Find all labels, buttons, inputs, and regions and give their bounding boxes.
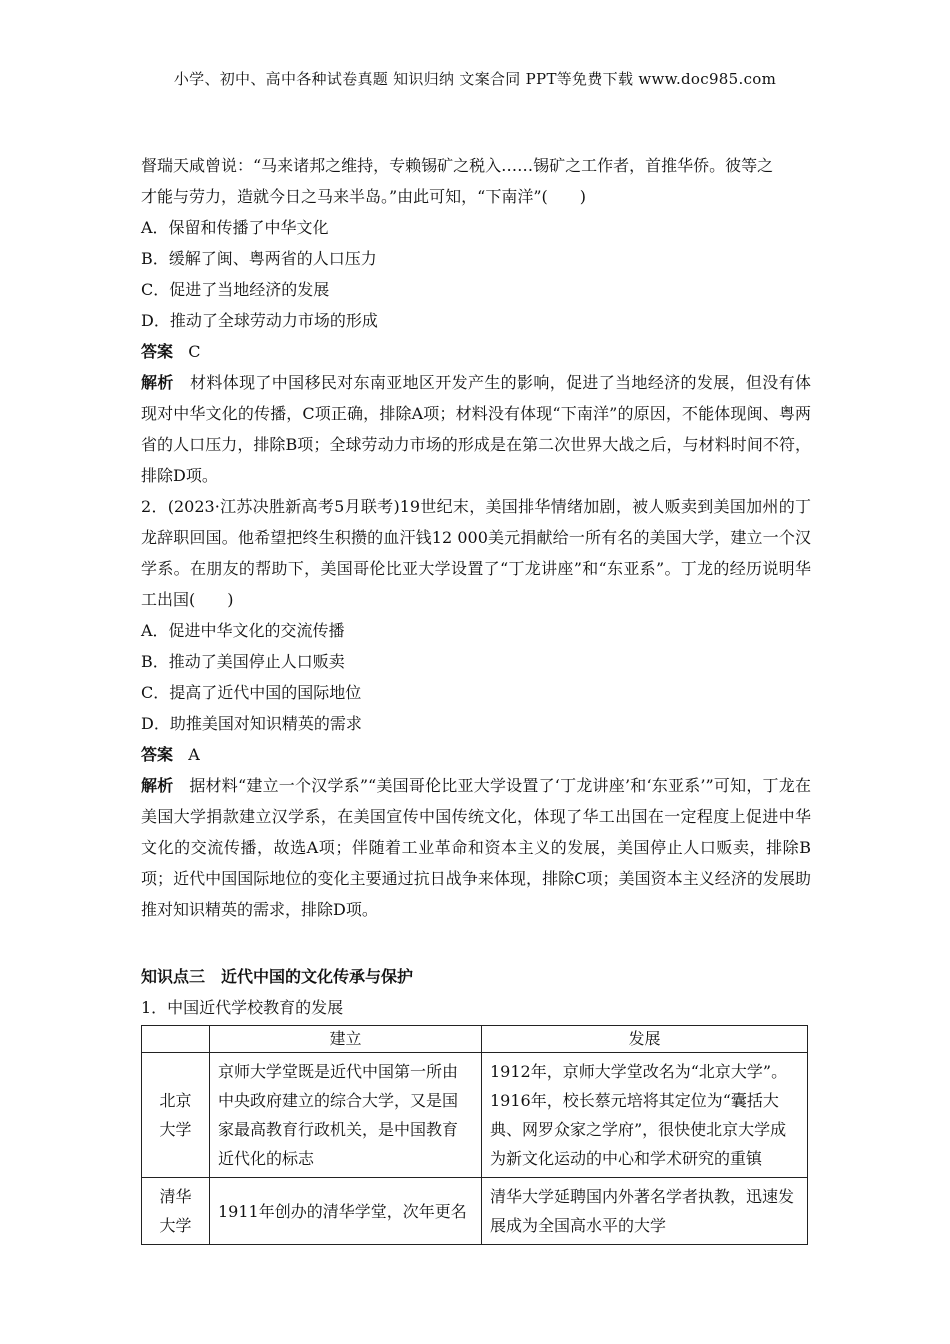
table-cell-school: 北京大学 — [142, 1053, 210, 1178]
q2-option-d: D．助推美国对知识精英的需求 — [141, 714, 362, 733]
q1-analysis — [141, 367, 811, 491]
q2-option-c: C．提高了近代中国的国际地位 — [141, 683, 362, 702]
q1-stem-line1: 督瑞天咸曾说：“马来诸邦之维持，专赖锡矿之税入……锡矿之工作者，首推华侨。彼等之 — [141, 156, 774, 175]
section-title: 知识点三 近代中国的文化传承与保护 — [141, 967, 414, 986]
q2-option-b: B．推动了美国停止人口贩卖 — [141, 652, 345, 671]
q1-option-a: A．保留和传播了中华文化 — [141, 218, 329, 237]
q1-analysis-label: 解析 — [141, 373, 174, 392]
q2-option-a: A．促进中华文化的交流传播 — [141, 621, 345, 640]
q1-answer-value: C — [188, 342, 201, 361]
q2-analysis-label: 解析 — [141, 776, 174, 795]
section-subtitle: 1．中国近代学校教育的发展 — [141, 998, 344, 1017]
table-row — [142, 1178, 808, 1245]
education-table — [141, 1025, 808, 1245]
q1-option-c: C．促进了当地经济的发展 — [141, 280, 330, 299]
q1-stem-line2: 才能与劳力，造就今日之马来半岛。”由此可知，“下南洋”( ) — [141, 187, 587, 206]
table-header-row — [142, 1026, 808, 1053]
page-header: 小学、初中、高中各种试卷真题 知识归纳 文案合同 PPT等免费下载 www.doc985.com — [173, 70, 777, 88]
table-header-development: 发展 — [482, 1026, 808, 1053]
document-body — [141, 150, 811, 1245]
q1-option-b: B．缓解了闽、粤两省的人口压力 — [141, 249, 377, 268]
q1-answer-label: 答案 — [141, 342, 174, 361]
table-cell-development: 清华大学延聘国内外著名学者执教，迅速发展成为全国高水平的大学 — [482, 1178, 808, 1245]
table-cell-established: 1911年创办的清华学堂，次年更名 — [210, 1178, 482, 1245]
q1-answer — [141, 336, 811, 367]
table-cell-school: 清华大学 — [142, 1178, 210, 1245]
q2-answer-value: A — [188, 745, 200, 764]
table-header-established: 建立 — [210, 1026, 482, 1053]
q2-stem: 2．(2023·江苏决胜新高考5月联考)19世纪末，美国排华情绪加剧，被人贩卖到美国加州的丁龙辞职回国。他希望把终生积攒的血汗钱12 000美元捐献给一所有名的美国大学，建立一个汉学系。在朋友的帮助下，美国哥伦比亚大学设置了“丁龙讲座”和“东亚系”。丁龙的经历说明华工出国( ) — [141, 497, 811, 609]
q2-analysis-text: 据材料“建立一个汉学系”“美国哥伦比亚大学设置了‘丁龙讲座’和‘东亚系’”可知，丁龙在美国大学捐款建立汉学系，在美国宣传中国传统文化，体现了华工出国在一定程度上促进中华文化的交流传播，故选A项；伴随着工业革命和资本主义的发展，美国停止人口贩卖，排除B项；近代中国国际地位的变化主要通过抗日战争来体现，排除C项；美国资本主义经济的发展助推对知识精英的需求，排除D项。 — [141, 776, 811, 919]
q1-option-d: D．推动了全球劳动力市场的形成 — [141, 311, 378, 330]
q2-answer-label: 答案 — [141, 745, 174, 764]
q2-answer — [141, 739, 811, 770]
table-header-empty — [142, 1026, 210, 1053]
q1-analysis-text: 材料体现了中国移民对东南亚地区开发产生的影响，促进了当地经济的发展，但没有体现对中华文化的传播，C项正确，排除A项；材料没有体现“下南洋”的原因，不能体现闽、粤两省的人口压力，排除B项；全球劳动力市场的形成是在第二次世界大战之后，与材料时间不符，排除D项。 — [141, 373, 811, 485]
table-row — [142, 1053, 808, 1178]
q2-analysis — [141, 770, 811, 925]
table-cell-established: 京师大学堂既是近代中国第一所由中央政府建立的综合大学，又是国家最高教育行政机关，是中国教育近代化的标志 — [210, 1053, 482, 1178]
table-cell-development: 1912年，京师大学堂改名为“北京大学”。1916年，校长蔡元培将其定位为“囊括大典、网罗众家之学府”，很快使北京大学成为新文化运动的中心和学术研究的重镇 — [482, 1053, 808, 1178]
